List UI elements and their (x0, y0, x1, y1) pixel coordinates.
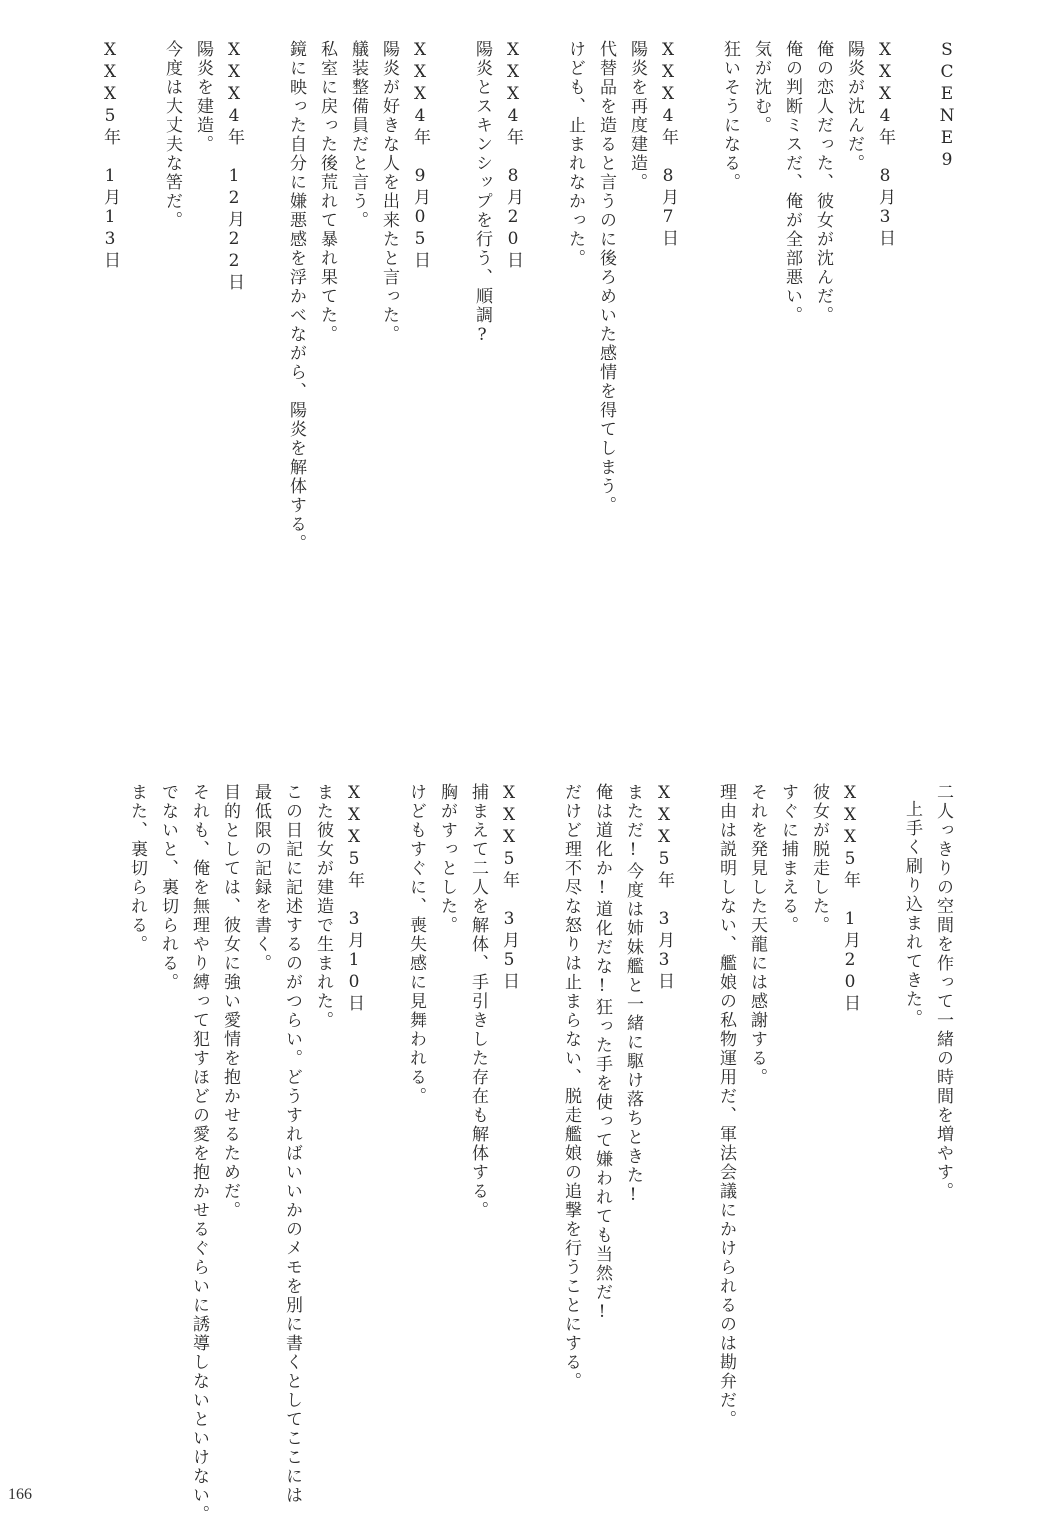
diary-text-line: 陽炎を再度建造。 (627, 40, 647, 192)
diary-text-line: 代替品を造ると言うのに後ろめいた感情を得てしまう。 (596, 40, 616, 515)
diary-date: XXX4年 9月05日 (410, 40, 430, 270)
diary-text-line: 胸がすっとした。 (437, 783, 457, 935)
diary-text-line: でないと、裏切られる。 (158, 783, 178, 992)
blank-line (865, 783, 896, 784)
diary-text-line: すぐに捕まえる。 (778, 783, 798, 935)
diary-text-line: 最低限の記録を書く。 (251, 783, 271, 973)
diary-text-line: 上手く刷り込まれてきた。 (902, 800, 922, 1028)
blank-line (435, 40, 466, 41)
diary-date: XXX4年 12月22日 (224, 40, 244, 292)
scene-heading: SCENE9 (937, 40, 957, 172)
diary-lower-section (121, 783, 958, 1524)
diary-date: XXX5年 1月13日 (100, 40, 120, 270)
diary-text-line: 艤装整備員だと言う。 (348, 40, 368, 230)
diary-text-line: だけど理不尽な怒りは止まらない、脱走艦娘の追撃を行うことにする。 (561, 783, 581, 1391)
diary-date: XXX5年 3月5日 (499, 783, 519, 991)
diary-upper-section (94, 40, 962, 553)
page-number: 166 (8, 1486, 32, 1503)
blank-line (125, 40, 156, 41)
diary-text-line: 陽炎を建造。 (193, 40, 213, 154)
diary-text-line: 目的としては、彼女に強い愛情を抱かせるためだ。 (220, 783, 240, 1220)
diary-text-line: 捕まえて二人を解体、手引きした存在も解体する。 (468, 783, 488, 1220)
diary-date: XXX4年 8月20日 (503, 40, 523, 270)
blank-line (683, 40, 714, 41)
diary-text-line: 彼女が脱走した。 (809, 783, 829, 935)
diary-text-line: 俺の恋人だった、彼女が沈んだ。 (813, 40, 833, 325)
diary-text-line: 今度は大丈夫な筈だ。 (162, 40, 182, 230)
diary-text-line: けども、止まれなかった。 (565, 40, 585, 268)
diary-date: XXX5年 3月10日 (344, 783, 364, 1013)
diary-text-line: 俺は道化か!道化だな!狂った手を使って嫌われても当然だ! (592, 783, 612, 1324)
diary-text-line: 気が沈む。 (751, 40, 771, 135)
diary-date: XXX4年 8月3日 (875, 40, 895, 248)
blank-line (369, 783, 400, 784)
diary-text-line: まただ!今度は姉妹艦と一緒に駆け落ちときた! (623, 783, 643, 1207)
blank-line (900, 40, 931, 41)
blank-line (528, 40, 559, 41)
diary-text-line: 陽炎とスキンシップを行う、順調? (472, 40, 492, 347)
diary-text-line: 私室に戻った後荒れて暴れ果てた。 (317, 40, 337, 344)
diary-date: XXX4年 8月7日 (658, 40, 678, 248)
diary-text-line: けどもすぐに、喪失感に見舞われる。 (406, 783, 426, 1106)
blank-line (524, 783, 555, 784)
diary-text-line: 二人っきりの空間を作って一緒の時間を増やす。 (933, 783, 953, 1201)
diary-text-line: それを発見した天龍には感謝する。 (747, 783, 767, 1087)
diary-text-line: 俺の判断ミスだ、俺が全部悪い。 (782, 40, 802, 325)
diary-text-line: 陽炎が沈んだ。 (844, 40, 864, 173)
diary-text-line: 狂いそうになる。 (720, 40, 740, 192)
blank-line (679, 783, 710, 784)
diary-text-line: 鏡に映った自分に嫌悪感を浮かべながら、陽炎を解体する。 (286, 40, 306, 553)
diary-text-line: 理由は説明しない、艦娘の私物運用だ、軍法会議にかけられるのは勘弁だ。 (716, 783, 736, 1429)
diary-text-line: また彼女が建造で生まれた。 (313, 783, 333, 1030)
diary-text-line: この日記に記述するのがつらい。どうすればいいかのメモを別に書くとしてここには (282, 783, 302, 1505)
diary-text-line: それも、俺を無理やり縛って犯すほどの愛を抱かせるぐらいに誘導しないといけない。 (189, 783, 209, 1524)
diary-date: XXX5年 1月20日 (840, 783, 860, 1013)
diary-date: XXX5年 3月3日 (654, 783, 674, 991)
blank-line (249, 40, 280, 41)
diary-text-line: また、裏切られる。 (127, 783, 147, 954)
diary-text-line: 陽炎が好きな人を出来たと言った。 (379, 40, 399, 344)
